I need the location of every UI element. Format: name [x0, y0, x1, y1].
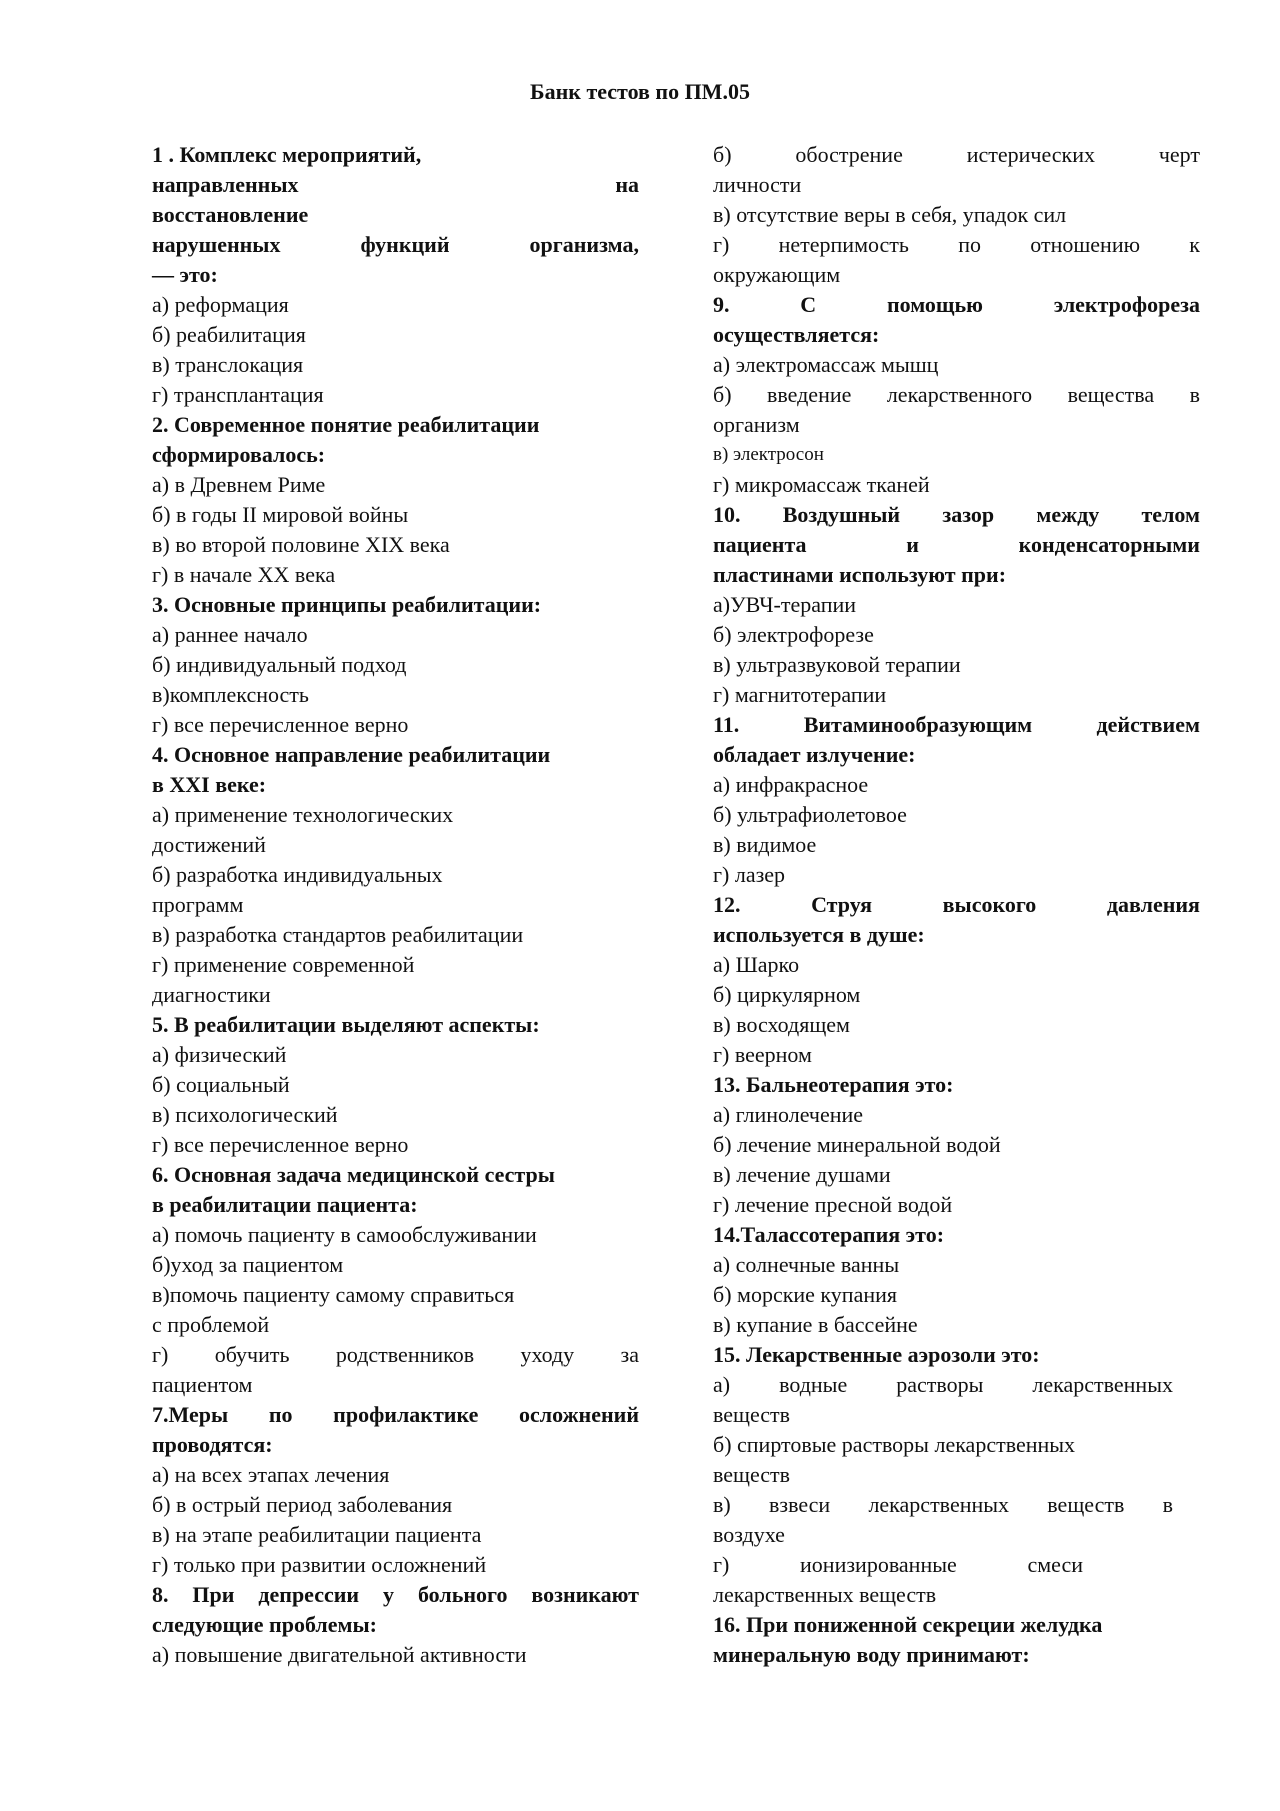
word: телом: [1141, 502, 1200, 527]
answer-line: а) солнечные ванны: [713, 1252, 900, 1277]
question-line: 5. В реабилитации выделяют аспекты:: [152, 1012, 540, 1037]
question-line: сформировалось:: [152, 442, 326, 467]
answer-line: а) электромассаж мышц: [713, 352, 939, 377]
answer-line: [713, 230, 1200, 260]
answer-line: а) физический: [152, 1042, 287, 1067]
answer-line: г) только при развитии осложнений: [152, 1552, 487, 1577]
answer-line: г) все перечисленное верно: [152, 1132, 409, 1157]
answer-line: в) видимое: [713, 832, 817, 857]
word: за: [620, 1342, 639, 1367]
word: по: [958, 232, 981, 257]
word: черт: [1158, 142, 1200, 167]
question-line: обладает излучение:: [713, 742, 916, 767]
question-line: 1 . Комплекс мероприятий,: [152, 142, 422, 167]
answer-line: б) лечение минеральной водой: [713, 1132, 1001, 1157]
answer-line: лекарственных веществ: [713, 1582, 937, 1607]
question-line: [713, 500, 1200, 530]
answer-line: достижений: [152, 832, 266, 857]
word: на: [615, 172, 639, 197]
answer-line: в) разработка стандартов реабилитации: [152, 922, 524, 947]
question-line: 13. Бальнеотерапия это:: [713, 1072, 954, 1097]
word: по: [268, 1402, 293, 1427]
question-line: [152, 1400, 639, 1430]
answer-line: б) морские купания: [713, 1282, 898, 1307]
answer-line: г) трансплантация: [152, 382, 324, 407]
answer-line: б) разработка индивидуальных: [152, 862, 443, 887]
word: депрессии: [258, 1582, 360, 1607]
word: С: [800, 292, 817, 317]
word: лекарственного: [886, 382, 1033, 407]
word: а): [713, 1372, 731, 1397]
question-line: 2. Современное понятие реабилитации: [152, 412, 540, 437]
word: лекарственных: [868, 1492, 1010, 1517]
answer-line: г) лечение пресной водой: [713, 1192, 953, 1217]
question-line: [713, 530, 1200, 560]
answer-line: веществ: [713, 1462, 791, 1487]
answer-line: в) ультразвуковой терапии: [713, 652, 961, 677]
answer-line: с проблемой: [152, 1312, 270, 1337]
answer-line: б) циркулярном: [713, 982, 861, 1007]
question-line: [152, 230, 639, 260]
word: При: [192, 1582, 235, 1607]
question-line: 3. Основные принципы реабилитации:: [152, 592, 542, 617]
question-line: минеральную воду принимают:: [713, 1642, 1030, 1667]
word: 10.: [713, 502, 741, 527]
answer-line: а) применение технологических: [152, 802, 454, 827]
answer-line: [152, 1340, 639, 1370]
question-line: осуществляется:: [713, 322, 880, 347]
word: ионизированные: [800, 1552, 957, 1577]
word: родственников: [335, 1342, 475, 1367]
question-line: 6. Основная задача медицинской сестры: [152, 1162, 555, 1187]
answer-line: а)УВЧ-терапии: [713, 592, 857, 617]
word: уходу: [520, 1342, 575, 1367]
question-line: 4. Основное направление реабилитации: [152, 742, 551, 767]
answer-line: организм: [713, 412, 800, 437]
word: 7.Меры: [152, 1402, 229, 1427]
word: между: [1036, 502, 1100, 527]
question-line: [152, 1580, 639, 1610]
page-title: Банк тестов по ПМ.05: [530, 79, 750, 104]
question-line: [713, 290, 1200, 320]
answer-line: в) транслокация: [152, 352, 304, 377]
word: б): [713, 142, 732, 167]
answer-line: в)комплексность: [152, 682, 309, 707]
question-line: 16. При пониженной секреции желудка: [713, 1612, 1103, 1637]
answer-line: в) на этапе реабилитации пациента: [152, 1522, 482, 1547]
question-line: проводятся:: [152, 1432, 273, 1457]
answer-line: окружающим: [713, 262, 841, 287]
word: 11.: [713, 712, 740, 737]
word: нарушенных: [152, 232, 281, 257]
answer-line: в) отсутствие веры в себя, упадок сил: [713, 202, 1067, 227]
answer-line: б) в годы II мировой войны: [152, 502, 409, 527]
answer-line: г) в начале XX века: [152, 562, 336, 587]
word: водные: [779, 1372, 848, 1397]
answer-line: воздухе: [713, 1522, 785, 1547]
word: нетерпимость: [778, 232, 909, 257]
word: 8.: [152, 1582, 169, 1607]
word: осложнений: [519, 1402, 639, 1427]
answer-line: а) на всех этапах лечения: [152, 1462, 390, 1487]
right-column: [713, 140, 1200, 1670]
word: г): [713, 1552, 730, 1577]
word: б): [713, 382, 732, 407]
answer-line: б) социальный: [152, 1072, 290, 1097]
question-line: — это:: [152, 262, 218, 287]
answer-line: в)помочь пациенту самому справиться: [152, 1282, 515, 1307]
answer-line: пациентом: [152, 1372, 253, 1397]
word: обучить: [214, 1342, 290, 1367]
word: больного: [417, 1582, 508, 1607]
word: к: [1189, 232, 1200, 257]
answer-line: в) восходящем: [713, 1012, 850, 1037]
answer-line: [713, 1550, 1083, 1580]
question-line: восстановление: [152, 202, 309, 227]
word: направленных: [152, 172, 299, 197]
word: обострение: [795, 142, 903, 167]
answer-line: г) магнитотерапии: [713, 682, 887, 707]
word: в: [1162, 1492, 1173, 1517]
answer-line: г) микромассаж тканей: [713, 472, 930, 497]
word: высокого: [942, 892, 1037, 917]
word: организма,: [529, 232, 639, 257]
answer-line: личности: [713, 172, 802, 197]
word: зазор: [942, 502, 995, 527]
answer-line: диагностики: [152, 982, 271, 1007]
word: возникают: [531, 1582, 639, 1607]
word: Струя: [811, 892, 873, 917]
word: отношению: [1030, 232, 1141, 257]
word: введение: [766, 382, 852, 407]
word: конденсаторными: [1018, 532, 1200, 557]
word: лекарственных: [1032, 1372, 1173, 1397]
answer-line: а) реформация: [152, 292, 289, 317]
word: веществ: [1047, 1492, 1125, 1517]
answer-line: веществ: [713, 1402, 791, 1427]
answer-line: в) во второй половине XIX века: [152, 532, 450, 557]
word: профилактике: [333, 1402, 479, 1427]
answer-line: б) индивидуальный подход: [152, 652, 407, 677]
question-line: в реабилитации пациента:: [152, 1192, 418, 1217]
answer-line: а) инфракрасное: [713, 772, 869, 797]
question-line: 14.Талассотерапия это:: [713, 1222, 945, 1247]
answer-line: [713, 140, 1200, 170]
word: в): [713, 1492, 731, 1517]
word: электрофореза: [1053, 292, 1200, 317]
word: вещества: [1067, 382, 1155, 407]
word: 12.: [713, 892, 741, 917]
left-column: [152, 140, 639, 1670]
word: взвеси: [768, 1492, 831, 1517]
answer-line: а) глинолечение: [713, 1102, 864, 1127]
word: 9.: [713, 292, 730, 317]
answer-line: б) в острый период заболевания: [152, 1492, 453, 1517]
word: смеси: [1027, 1552, 1083, 1577]
answer-line: в) психологический: [152, 1102, 338, 1127]
answer-line: г) лазер: [713, 862, 786, 887]
question-line: в XXI веке:: [152, 772, 267, 797]
answer-line: б)уход за пациентом: [152, 1252, 344, 1277]
word: помощью: [886, 292, 983, 317]
answer-line: б) спиртовые растворы лекарственных: [713, 1432, 1076, 1457]
word: истерических: [966, 142, 1095, 167]
word: в: [1189, 382, 1200, 407]
answer-line: а) раннее начало: [152, 622, 308, 647]
word: г): [713, 232, 730, 257]
answer-line: в) электросон: [713, 444, 824, 465]
question-line: используется в душе:: [713, 922, 925, 947]
answer-line: б) реабилитация: [152, 322, 306, 347]
word: растворы: [896, 1372, 984, 1397]
question-line: [152, 170, 639, 200]
word: функций: [360, 232, 450, 257]
answer-line: г) веерном: [713, 1042, 812, 1067]
answer-line: а) в Древнем Риме: [152, 472, 326, 497]
answer-line: в) лечение душами: [713, 1162, 891, 1187]
question-line: 15. Лекарственные аэрозоли это:: [713, 1342, 1040, 1367]
question-line: [713, 710, 1200, 740]
word: пациента: [713, 532, 807, 557]
word: и: [906, 532, 919, 557]
answer-line: в) купание в бассейне: [713, 1312, 918, 1337]
answer-line: [713, 1490, 1173, 1520]
answer-line: а) Шарко: [713, 952, 800, 977]
question-line: следующие проблемы:: [152, 1612, 377, 1637]
answer-line: б) ультрафиолетовое: [713, 802, 907, 827]
answer-line: [713, 380, 1200, 410]
word: г): [152, 1342, 169, 1367]
word: давления: [1106, 892, 1200, 917]
question-line: пластинами используют при:: [713, 562, 1007, 587]
question-line: [713, 890, 1200, 920]
answer-line: а) помочь пациенту в самообслуживании: [152, 1222, 537, 1247]
answer-line: г) применение современной: [152, 952, 415, 977]
answer-line: [713, 1370, 1173, 1400]
word: Витаминообразующим: [803, 712, 1033, 737]
word: действием: [1096, 712, 1200, 737]
answer-line: г) все перечисленное верно: [152, 712, 409, 737]
answer-line: программ: [152, 892, 244, 917]
word: Воздушный: [782, 502, 901, 527]
answer-line: б) электрофорезе: [713, 622, 874, 647]
word: у: [383, 1582, 395, 1607]
answer-line: а) повышение двигательной активности: [152, 1642, 527, 1667]
